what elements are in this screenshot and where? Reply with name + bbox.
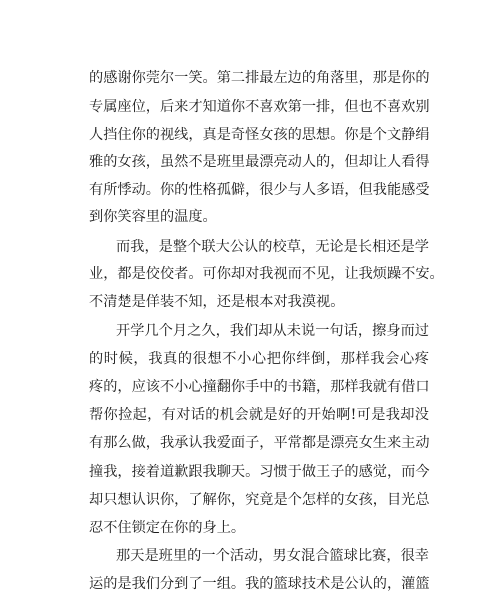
text-line: 而我，是整个联大公认的校草，无论是长相还是学 (116, 239, 429, 255)
text-line: 人挡住你的视线，真是奇怪女孩的思想。你是个文静绢 (89, 127, 430, 143)
text-line: 忍不住锁定在你的身上。 (89, 520, 246, 536)
text-line: 专属座位，后来才知道你不喜欢第一排，但也不喜欢别 (89, 99, 430, 115)
text-line: 的感谢你莞尔一笑。第二排最左边的角落里，那是你的 (89, 70, 430, 86)
text-line: 运的是我们分到了一组。我的篮球技术是公认的，灌篮 (89, 576, 430, 592)
text-line: 到你笑容里的温度。 (89, 209, 217, 225)
text-line: 疼的，应该不小心撞翻你手中的书籍，那样我就有借口 (89, 379, 430, 395)
text-line: 有所悸动。你的性格孤僻，很少与人多语，但我能感受 (89, 182, 430, 198)
text-line: 开学几个月之久，我们却从未说一句话，擦身而过 (116, 323, 429, 339)
text-line: 那天是班里的一个活动，男女混合篮球比赛，很幸 (116, 548, 429, 564)
text-line: 撞我，接着道歉跟我聊天。习惯于做王子的感觉，而今 (89, 464, 430, 480)
text-line: 业，都是佼佼者。可你却对我视而不见，让我烦躁不安。 (89, 266, 444, 282)
text-line: 不清楚是佯装不知，还是根本对我漠视。 (89, 294, 345, 310)
text-line: 的时候，我真的很想不小心把你绊倒，那样我会心疼 (89, 351, 429, 367)
text-line: 有那么做，我承认我爱面子，平常都是漂亮女生来主动 (89, 435, 430, 451)
text-line: 却只想认识你，了解你，究竟是个怎样的女孩，目光总 (89, 492, 430, 508)
text-line: 雅的女孩，虽然不是班里最漂亮动人的，但却让人看得 (89, 154, 430, 170)
text-line: 帮你捡起，有对话的机会就是好的开始啊!可是我却没 (89, 407, 429, 423)
